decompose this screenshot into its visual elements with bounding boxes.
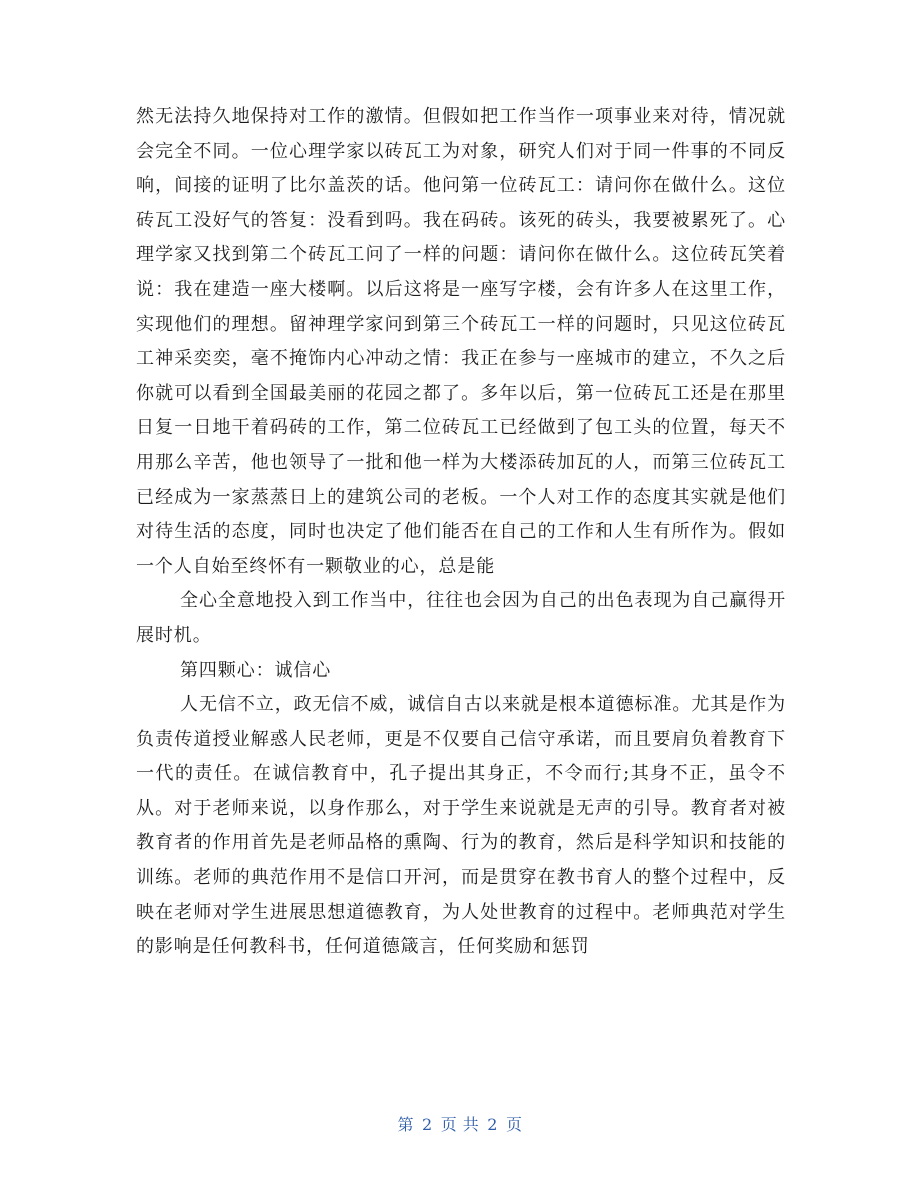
footer-page-number: 2 [422, 1115, 433, 1134]
section-heading: 第四颗心：诚信心 [180, 659, 332, 681]
paragraph-1: 然无法持久地保持对工作的激情。但假如把工作当作一项事业来对待，情况就会完全不同。一位心理学家以砖瓦工为对象，研究人们对于同一件事的不同反响，间接的证明了比尔盖茨的话。他问第一位砖瓦工：请问你在做什么。这位砖瓦工没好气的答复：没看到吗。我在码砖。该死的砖头，我要被累死了。心理学家又找到第二个砖瓦工问了一样的问题：请问你在做什么。这位砖瓦笑着说：我在建造一座大楼啊。以后这将是一座写字楼，会有许多人在这里工作，实现他们的理想。留神理学家问到第三个砖瓦工一样的问题时，只见这位砖瓦工神采奕奕，毫不掩饰内心冲动之情：我正在参与一座城市的建立，不久之后你就可以看到全国最美丽的花园之都了。多年以后，第一位砖瓦工还是在那里日复一日地干着码砖的工作，第二位砖瓦工已经做到了包工头的位置，每天不用那么辛苦，他也领导了一批和他一样为大楼添砖加瓦的人，而第三位砖瓦工已经成为一家蒸蒸日上的建筑公司的老板。一个人对工作的态度其实就是他们对待生活的态度，同时也决定了他们能否在自己的工作和人生有所作为。假如一个人自始至终怀有一颗敬业的心，总是能 [136, 106, 786, 577]
footer-middle: 页 共 [440, 1115, 480, 1134]
footer-prefix: 第 [397, 1115, 415, 1134]
document-body [136, 100, 786, 965]
page-footer [0, 1112, 920, 1135]
paragraph-3: 人无信不立，政无信不威，诚信自古以来就是根本道德标准。尤其是作为负责传道授业解惑人民老师，更是不仅要自己信守承诺，而且要肩负着教育下一代的责任。在诚信教育中，孔子提出其身正，不令而行;其身不正，虽令不从。对于老师来说，以身作那么，对于学生来说就是无声的引导。教育者对被教育者的作用首先是老师品格的熏陶、行为的教育，然后是科学知识和技能的训练。老师的典范作用不是信口开河，而是贯穿在教书育人的整个过程中，反映在老师对学生进展思想道德教育，为人处世教育的过程中。老师典范对学生的影响是任何教科书，任何道德箴言，任何奖励和惩罚 [136, 694, 786, 958]
footer-total-pages: 2 [487, 1115, 498, 1134]
paragraph-2: 全心全意地投入到工作当中，往往也会因为自己的出色表现为自己赢得开展时机。 [136, 590, 786, 646]
footer-suffix: 页 [505, 1115, 523, 1134]
